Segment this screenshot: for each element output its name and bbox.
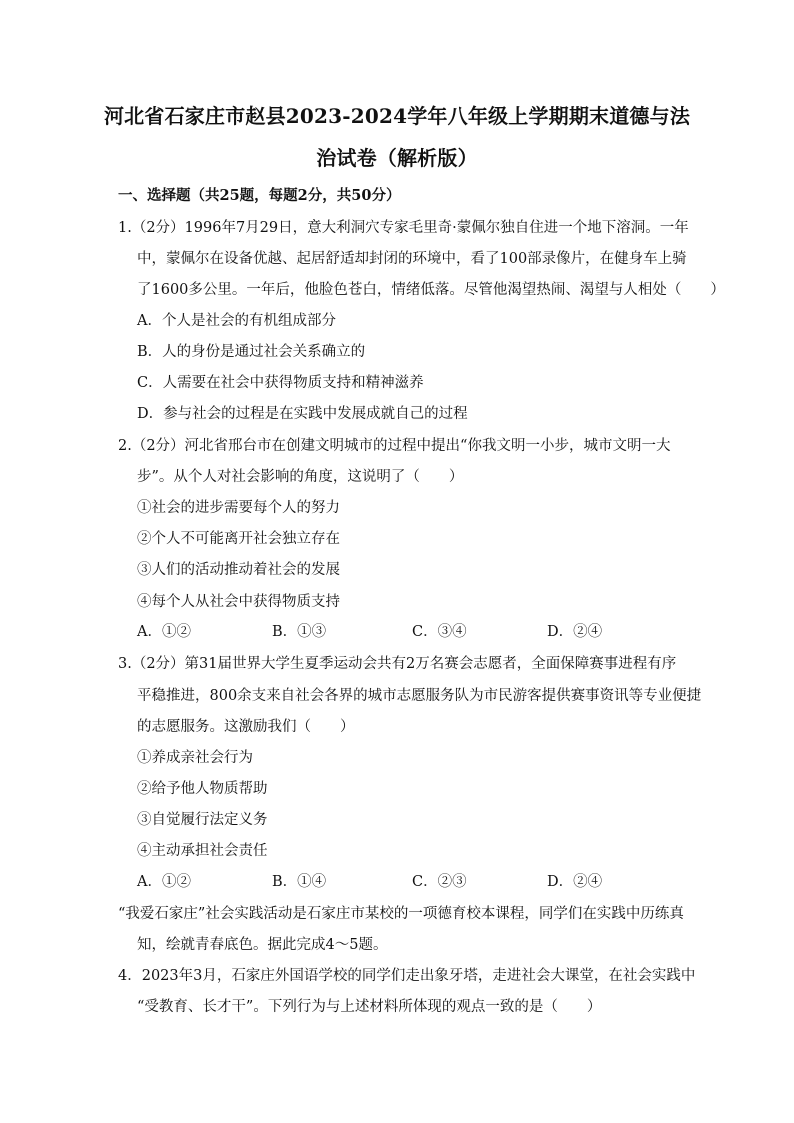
q3-option-b[interactable]: B．①④ xyxy=(272,874,327,890)
q3-item-4: ④主动承担社会责任 xyxy=(137,843,268,859)
q4-stem-line-1: 4．2023年3月，石家庄外国语学校的同学们走出象牙塔，走进社会大课堂，在社会实践中 xyxy=(118,968,696,984)
q2-item-3: ③人们的活动推动着社会的发展 xyxy=(137,562,340,578)
material-line-2: 知，绘就青春底色。据此完成4～5题。 xyxy=(137,937,388,953)
q2-option-c[interactable]: C．③④ xyxy=(412,624,467,640)
q1-option-d[interactable]: D．参与社会的过程是在实践中发展成就自己的过程 xyxy=(137,406,468,422)
q4-stem-line-2: “受教育、长才干”。下列行为与上述材料所体现的观点一致的是（ ） xyxy=(137,999,602,1015)
q2-item-4: ④每个人从社会中获得物质支持 xyxy=(137,594,340,610)
q2-stem-line-2: 步”。从个人对社会影响的角度，这说明了（ ） xyxy=(137,469,464,485)
q3-stem-line-3: 的志愿服务。这激励我们（ ） xyxy=(137,719,355,735)
q1-stem-line-1: 1.（2分）1996年7月29日，意大利洞穴专家毛里奇·蒙佩尔独自住进一个地下溶洞。一年 xyxy=(118,220,689,236)
q1-option-a[interactable]: A．个人是社会的有机组成部分 xyxy=(137,313,336,329)
q2-option-b[interactable]: B．①③ xyxy=(272,624,327,640)
q2-stem-line-1: 2.（2分）河北省邢台市在创建文明城市的过程中提出“你我文明一小步，城市文明一大 xyxy=(118,438,671,454)
material-line-1: “我爱石家庄”社会实践活动是石家庄市某校的一项德育校本课程，同学们在实践中历练真 xyxy=(118,906,684,922)
q3-stem-line-2: 平稳推进，800余支来自社会各界的城市志愿服务队为市民游客提供赛事资讯等专业便捷 xyxy=(137,688,702,704)
q3-option-a[interactable]: A．①② xyxy=(137,874,191,890)
exam-title-line-2: 治试卷（解析版） xyxy=(316,146,478,170)
q2-item-1: ①社会的进步需要每个人的努力 xyxy=(137,500,340,516)
section-heading: 一、选择题（共25题，每题2分，共50分） xyxy=(118,187,401,204)
q2-option-d[interactable]: D．②④ xyxy=(547,624,603,640)
q1-stem-line-2: 中，蒙佩尔在设备优越、起居舒适却封闭的环境中，看了100部录像片，在健身车上骑 xyxy=(137,251,687,267)
q1-option-b[interactable]: B．人的身份是通过社会关系确立的 xyxy=(137,344,366,360)
q3-option-c[interactable]: C．②③ xyxy=(412,874,467,890)
q3-item-1: ①养成亲社会行为 xyxy=(137,750,253,766)
q1-stem-line-3: 了1600多公里。一年后，他脸色苍白，情绪低落。尽管他渴望热闹、渴望与人相处（ ） xyxy=(137,282,725,298)
exam-title-line-1: 河北省石家庄市赵县2023-2024学年八年级上学期期末道德与法 xyxy=(103,104,691,128)
q2-item-2: ②个人不可能离开社会独立存在 xyxy=(137,531,340,547)
q2-option-a[interactable]: A．①② xyxy=(137,624,191,640)
q3-option-d[interactable]: D．②④ xyxy=(547,874,603,890)
q3-stem-line-1: 3.（2分）第31届世界大学生夏季运动会共有2万名赛会志愿者，全面保障赛事进程有序 xyxy=(118,656,677,672)
q3-item-3: ③自觉履行法定义务 xyxy=(137,812,268,828)
q3-item-2: ②给予他人物质帮助 xyxy=(137,781,268,797)
q1-option-c[interactable]: C．人需要在社会中获得物质支持和精神滋养 xyxy=(137,375,424,391)
